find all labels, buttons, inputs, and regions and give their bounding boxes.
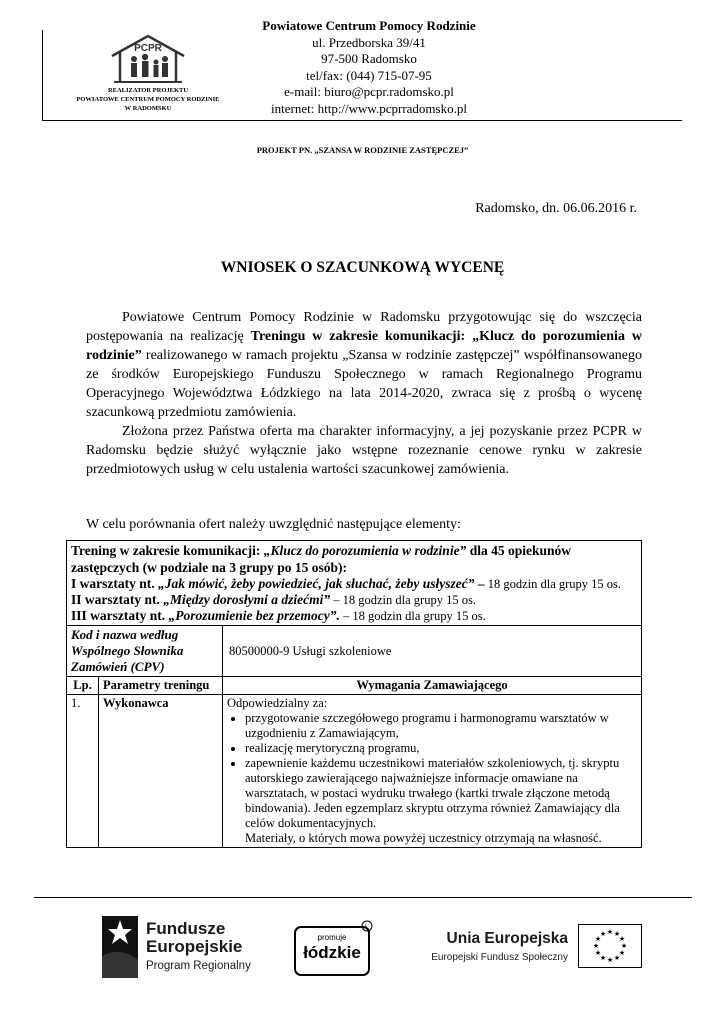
svg-text:★: ★ <box>592 942 600 950</box>
table-summary-cell <box>67 541 642 626</box>
pcpr-logo-block <box>58 32 238 120</box>
eu-flag-icon <box>578 924 642 968</box>
phone: tel/fax: (044) 715-07-95 <box>306 67 432 83</box>
paragraph-2: Złożona przez Państwa oferta ma charakter informacyjny, a jej pozyskanie przez PCPR w Radomsku będzie służyć wyłącznie jako wstępne rozeznanie cenowe rynku w zakresie przedmiotowych usług w celu ustalenia wartości szacunkowej zamówienia. <box>86 424 642 477</box>
document-title: WNIOSEK O SZACUNKOWĄ WYCENĘ <box>220 259 505 276</box>
paragraph-1: Powiatowe Centrum Pomocy Rodzinie w Radomsku przygotowując się do wszczęcia postępowania na realizację Treningu w zakresie komunikacji: „Klucz do porozumienia w rodzinie” realizowanego w ramach projektu „Szansa w rodzinie zastępczej” współfinansowanego ze środków Europejskiego Funduszu Społecznego w ramach Regionalnego Programu Operacyjnego Województwa Łódzkiego na lata 2014-2020, zwraca się z prośbą o wycenę szacunkową przedmiotu zamówienia. <box>86 310 642 420</box>
svg-text:★: ★ <box>613 930 621 938</box>
cpv-label: Kod i nazwa według Wspólnego Słownika Zamówień (CPV) <box>67 626 223 677</box>
intro-line: W celu porównania ofert należy uwzględnić następujące elementy: <box>86 517 461 532</box>
logo-text: PCPR <box>134 43 162 54</box>
fundusze-europejskie-logo-icon <box>100 916 140 978</box>
trademark-icon <box>361 920 373 932</box>
table-header-row <box>67 541 642 626</box>
contact-block <box>238 18 500 117</box>
requirements-list <box>227 711 637 831</box>
svg-text:★: ★ <box>594 949 602 957</box>
address-city: 97-500 Radomsko <box>321 51 417 66</box>
address-street: ul. Przedborska 39/41 <box>312 34 426 50</box>
column-header-row <box>67 677 642 695</box>
body-text <box>86 308 642 479</box>
list-item: • zapewnienie każdemu uczestnikowi materiałów szkoleniowych, tj. skryptu autorskiego zawierającego najważniejsze informacje omawiane na warsztatach, w postaci wydruku trwałego (kartki trwale złączone metodą bindowania). Jeden egzemplarz skryptu otrzyma również Zamawiający dla celów dokumentacyjnych. <box>245 756 637 831</box>
requirements-note: Materiały, o których mowa powyżej uczestnicy otrzymają na własność. <box>245 831 602 845</box>
list-item: • realizację merytoryczną programu, <box>245 741 637 756</box>
workshop-item: II warsztaty nt. „Między dorosłymi a dziećmi” – 18 godzin dla grupy 15 os. <box>71 592 476 607</box>
header-divider <box>42 120 682 121</box>
svg-text:★: ★ <box>606 928 614 936</box>
svg-text:★: ★ <box>599 954 607 962</box>
col-lp: Lp. <box>67 677 99 695</box>
footer-divider <box>34 897 692 898</box>
workshop-item: III warsztaty nt. „Porozumienie bez przemocy”. – 18 godzin dla grupy 15 os. <box>71 608 486 623</box>
realizator-label: REALIZATOR PROJEKTU POWIATOWE CENTRUM POMOCY RODZINIE W RADOMSKU <box>76 87 220 112</box>
header-vertical-rule <box>42 30 43 120</box>
row-lp: 1. <box>67 695 99 848</box>
svg-text:★: ★ <box>594 935 602 943</box>
unia-europejska-text: Unia Europejska Europejski Fundusz Społeczny <box>431 930 568 963</box>
cpv-value: 80500000-9 Usługi szkoleniowe <box>223 626 642 677</box>
table-row <box>67 695 642 848</box>
row-param: Wykonawca <box>99 695 223 848</box>
list-item: • przygotowanie szczegółowego programu i harmonogramu warsztatów w uzgodnieniu z Zamawiającym, <box>245 711 637 741</box>
svg-text:★: ★ <box>618 935 626 943</box>
website: internet: http://www.pcprradomsko.pl <box>271 100 467 116</box>
fundusze-europejskie-text: Fundusze Europejskie Program Regionalny <box>146 919 251 972</box>
svg-text:★: ★ <box>599 930 607 938</box>
row-requirements: Odpowiedzialny za: • przygotowanie szczegółowego programu i harmonogramu warsztatów w uzgodnieniu z Zamawiającym, • realizację merytoryczną programu, • zapewnienie każdemu uczestnikowi materiałów szkoleniowych, tj. skryptu autorskiego zawierającego najważniejsze informacje omawiane na warsztatach, w postaci wydruku trwałego (kartki trwale złączone metodą bindowania). Jeden egzemplarz skryptu otrzyma również Zamawiający dla celów dokumentacyjnych. Materiały, o których mowa powyżej uczestnicy otrzymają na własność. <box>223 695 642 848</box>
promuje-lodzkie-logo: promuje łódzkie <box>294 926 370 976</box>
col-params: Parametry treningu <box>99 677 223 695</box>
svg-text:★: ★ <box>606 956 614 964</box>
pcpr-house-logo-icon <box>108 32 188 84</box>
project-line: PROJEKT PN. „SZANSA W RODZINIE ZASTĘPCZEJ” <box>256 145 469 155</box>
org-name: Powiatowe Centrum Pomocy Rodzinie <box>262 18 476 33</box>
document-date: Radomsko, dn. 06.06.2016 r. <box>475 201 637 216</box>
workshop-item: I warsztaty nt. „Jak mówić, żeby powiedzieć, jak słuchać, żeby usłyszeć” – 18 godzin dla grupy 15 os. <box>71 576 622 591</box>
svg-text:★: ★ <box>613 954 621 962</box>
footer-logos <box>0 910 725 990</box>
requirements-table <box>66 540 642 848</box>
col-requirements: Wymagania Zamawiającego <box>223 677 642 695</box>
training-title: Trening w zakresie komunikacji: „Klucz do porozumienia w rodzinie” dla 45 opiekunów zastępczych (w podziale na 3 grupy po 15 osób): <box>71 543 571 575</box>
cpv-row <box>67 626 642 677</box>
svg-text:L: L <box>365 923 369 931</box>
email: e-mail: biuro@pcpr.radomsko.pl <box>284 84 454 99</box>
svg-text:★: ★ <box>618 949 626 957</box>
svg-text:★: ★ <box>620 942 628 950</box>
